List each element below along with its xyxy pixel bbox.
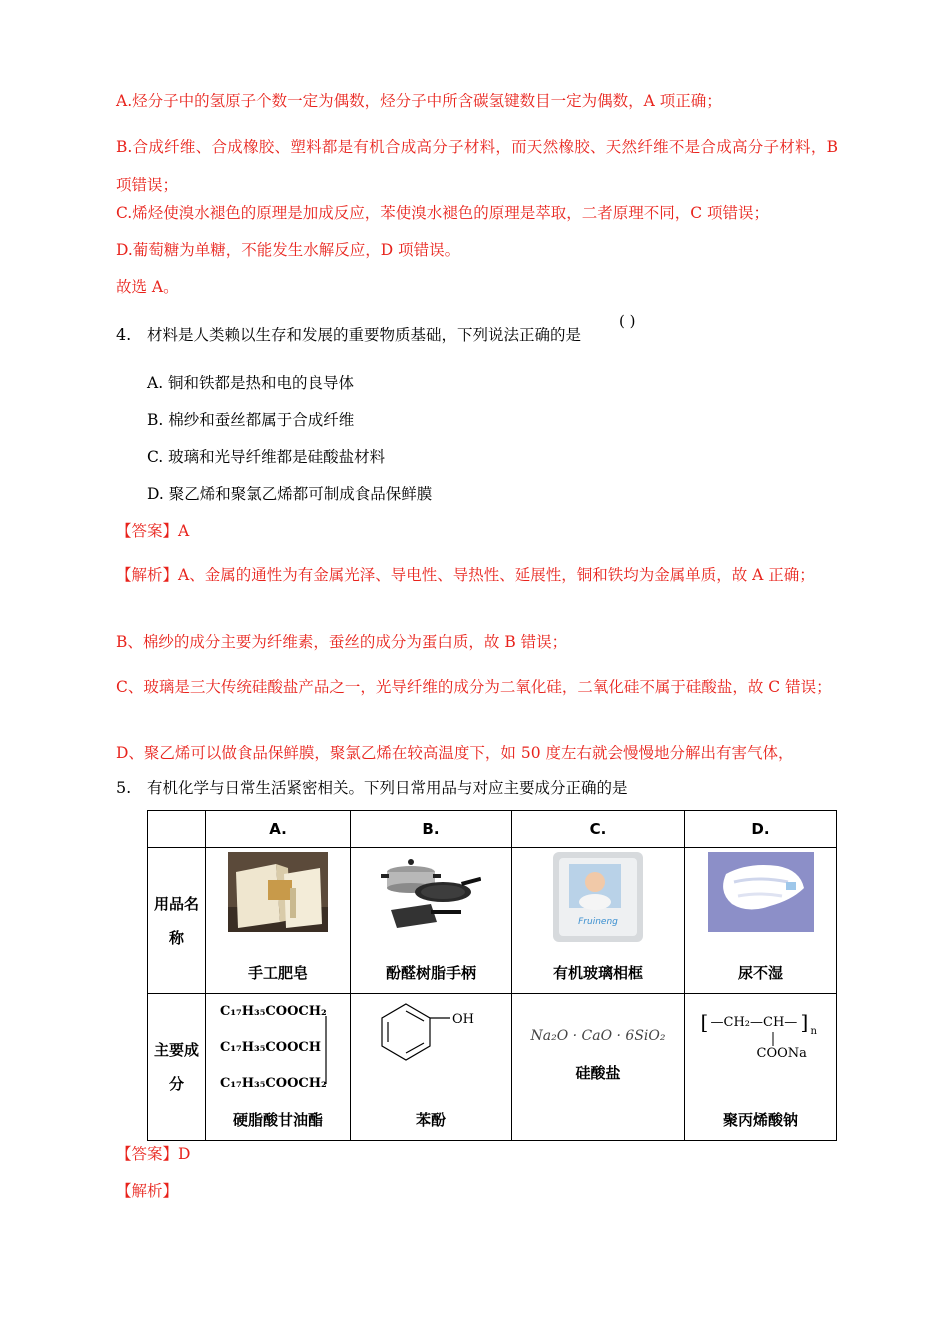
prev-conclusion: 故选 A。: [116, 278, 179, 296]
q5-answer: 【答案】D: [116, 1145, 191, 1163]
table-header-d: D.: [685, 811, 837, 848]
polyacrylate-formula: [701, 1012, 821, 1072]
table-header-a: A.: [206, 811, 351, 848]
prev-explanation-a: A.烃分子中的氢原子个数一定为偶数，烃分子中所含碳氢键数目一定为偶数，A 项正确；: [116, 92, 722, 110]
prev-explanation-b: B.合成纤维、合成橡胶、塑料都是有机合成高分子材料，而天然橡胶、天然纤维不是合成高分子材料，B 项错误；: [116, 138, 838, 194]
cell-d-item: [685, 848, 837, 994]
item-b-name: 酚醛树脂手柄: [385, 964, 476, 982]
cell-c-item: [512, 848, 685, 994]
prev-explanation-c: C.烯烃使溴水褪色的原理是加成反应，苯使溴水褪色的原理是萃取，二者原理不同，C 项错误；: [116, 204, 770, 222]
soap-image: [228, 852, 328, 932]
phenol-structure: [376, 998, 486, 1068]
item-a-name: 手工肥皂: [247, 964, 308, 982]
cell-a-component: [206, 994, 351, 1141]
q4-analysis-a: 【解析】A、金属的通性为有金属光泽、导电性、导热性、延展性，铜和铁均为金属单质，故 A 正确；: [116, 566, 815, 584]
stearin-formula: [206, 994, 350, 1102]
table-header-c: C.: [512, 811, 685, 848]
q4-option-c: C. 玻璃和光导纤维都是硅酸盐材料: [147, 448, 386, 466]
cell-c-component: [512, 994, 685, 1141]
question-4-stem: 材料是人类赖以生存和发展的重要物质基础，下列说法正确的是: [147, 326, 582, 344]
formula-d-bond: [771, 1032, 775, 1046]
diaper-image: [708, 852, 814, 932]
formula-d-n: n: [810, 1026, 817, 1037]
q4-analysis-d: D、聚乙烯可以做食品保鲜膜，聚氯乙烯在较高温度下，如 50 度左右就会慢慢地分解出有害气体，: [116, 744, 794, 762]
component-c-name: 硅酸盐: [575, 1063, 621, 1082]
prev-explanation-d: D.葡萄糖为单糖，不能发生水解反应，D 项错误。: [116, 241, 461, 259]
q4-option-b: B. 棉纱和蚕丝都属于合成纤维: [147, 411, 355, 429]
silicate-formula: Na₂O · CaO · 6SiO₂: [530, 1027, 666, 1044]
bracket-right: ]: [800, 1010, 809, 1034]
item-d-name: 尿不湿: [737, 964, 783, 982]
formula-a-line-3: C₁₇H₃₅COOCH₂: [220, 1076, 327, 1091]
items-table: [147, 810, 837, 1141]
photo-frame-image: [553, 852, 643, 942]
q4-option-a: A. 铜和铁都是热和电的良导体: [147, 374, 355, 392]
question-4-number: 4.: [116, 325, 132, 344]
formula-d-group: COONa: [756, 1046, 807, 1061]
row-label-item-name: 用品名称: [148, 848, 206, 994]
q4-answer: 【答案】A: [116, 522, 190, 540]
component-d-name: 聚丙烯酸钠: [722, 1111, 798, 1129]
row-label-component: 主要成分: [148, 994, 206, 1141]
answer-blank: ( ): [619, 312, 636, 330]
component-a-name: 硬脂酸甘油酯: [232, 1111, 323, 1129]
question-5-stem: 有机化学与日常生活紧密相关。下列日常用品与对应主要成分正确的是: [147, 779, 628, 797]
component-b-name: 苯酚: [415, 1111, 446, 1129]
q4-analysis-c: C、玻璃是三大传统硅酸盐产品之一，光导纤维的成分为二氧化硅，二氧化硅不属于硅酸盐，故 C 错误；: [116, 678, 832, 696]
item-c-name: 有机玻璃相框: [552, 964, 643, 982]
q5-analysis-label: 【解析】: [116, 1182, 179, 1200]
q4-analysis-b: B、棉纱的成分主要为纤维素，蚕丝的成分为蛋白质，故 B 错误；: [116, 633, 568, 651]
frame-brand-text: Fruineng: [578, 917, 618, 927]
cell-b-component: [351, 994, 512, 1141]
formula-a-bond: [324, 1016, 328, 1084]
formula-a-line-1: C₁₇H₃₅COOCH₂: [220, 1004, 327, 1019]
question-5-number: 5.: [116, 778, 132, 797]
cookware-image: [381, 852, 481, 932]
formula-a-line-2: C₁₇H₃₅COOCH: [220, 1040, 322, 1055]
phenol-oh-label: OH: [452, 1012, 474, 1027]
cell-b-item: [351, 848, 512, 994]
table-header-b: B.: [351, 811, 512, 848]
formula-d-chain: —CH₂—CH—: [710, 1015, 798, 1030]
bracket-left: [: [700, 1010, 709, 1034]
q4-option-d: D. 聚乙烯和聚氯乙烯都可制成食品保鲜膜: [147, 485, 433, 503]
cell-a-item: [206, 848, 351, 994]
cell-d-component: [685, 994, 837, 1141]
table-corner: [148, 811, 206, 848]
